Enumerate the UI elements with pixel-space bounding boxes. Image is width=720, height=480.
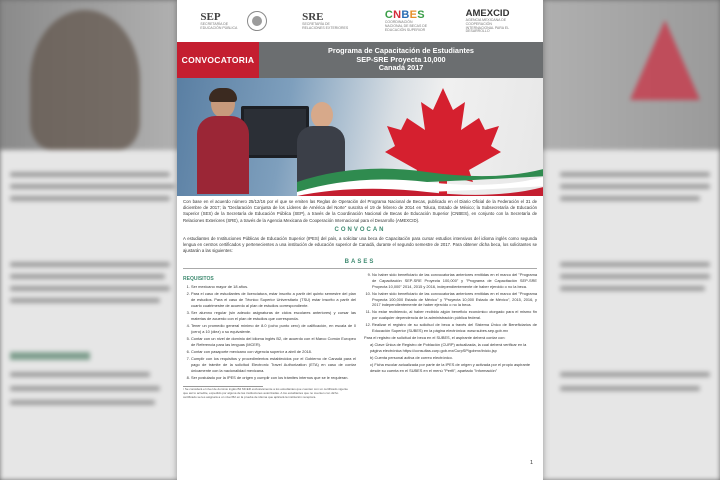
requisito-item: 4. Tener un promedio general mínimo de 8.0 (ocho punto cero) de calificación, en escala de 0 (cero) a 10 (diez) o su equivalente. (191, 323, 356, 335)
call-paragraph: A estudiantes de Instituciones Públicas de Educación Superior (IPES) del país, a solicitar una beca de Capacitación para cursar estudios intensivos del idioma inglés como segunda lengua en centros certificados y pertenecientes a una institución de educación superior de Canadá, durante el segundo semestre de 2017. Para obtener dicha beca, los solicitantes se ajustarán a las siguientes: (183, 235, 537, 253)
sep-logo-mark: SEP (200, 10, 221, 23)
amexcid-logo-mark: AMEXCID (465, 7, 510, 19)
cnbes-letter-e: E (409, 9, 418, 22)
requisitos-heading: REQUISITOS (183, 275, 214, 282)
bases-heading: BASES (183, 258, 537, 269)
background-line (560, 386, 700, 391)
intro-paragraph: Con base en el acuerdo número 25/12/16 por el que se emiten las Reglas de Operación del Programa Nacional de Becas, publicado en el Diario Oficial de la Federación el 31 de diciembre de 2017; la "Declaración Conjunta de los Líderes de América del Norte" suscrita el 19 de febrero de 2014 en Toluca, Estado de México; la Subsecretaría de Educación Superior (SES) de la Secretaría de Educación Pública (SEP), a través de la Coordinación Nacional de Becas de Educación Superior (CNBES), en conjunto con la Secretaría de Relaciones Exteriores (SRE), a través de la Agencia Mexicana de Cooperación Internacional para el Desarrollo (AMEXCID). (183, 199, 537, 223)
background-line (560, 262, 710, 267)
amexcid-logo (466, 8, 520, 34)
cnbes-letter-s: S (417, 9, 425, 22)
subes-intro: Para el registro de solicitud de beca en el SUBES, el aspirante deberá contar con: (364, 335, 506, 341)
background-line (560, 196, 700, 201)
background-title-blur (10, 352, 90, 360)
student-figure-left (197, 90, 249, 196)
requisito-item: 7. Cumplir con los requisitos y procedimientos establecidos por el Gobierno de Canadá para el pago de trámite de la solicitud Electronic Travel Authorization (ETA) en caso de contar únicamente con la nacionalidad mexicana. (191, 356, 356, 374)
background-line (10, 372, 150, 377)
sre-logo-subtitle: SECRETARÍA DE RELACIONES EXTERIORES (302, 21, 349, 30)
program-title (259, 42, 543, 78)
requisito-item: 12. Realizar el registro de su solicitud de beca a través del Sistema Único de Beneficiarios de Educación Superior (SUBES) en la página electrónica: www.subes.sep.gob.mx (372, 322, 537, 334)
background-line (560, 184, 710, 189)
intro-section (177, 196, 543, 269)
background-line (10, 298, 160, 303)
background-line (560, 172, 710, 177)
subes-item: b) Cuenta personal activa de correo electrónico. (370, 354, 453, 360)
sep-logo (200, 11, 267, 31)
subes-item: a) Clave Única de Registro de Población (CURP) actualizada, la cual deberá verificar en la página electrónica https://consultas.curp.gob.mx/CurpSP/gobmx/inicio.jsp (370, 342, 527, 353)
cnbes-letter-b: B (401, 9, 410, 22)
requisito-item: 5. Contar con un nivel de dominio del idioma inglés B2, de acuerdo con el Marco Común Europeo de Referencia para las lenguas (MCER). (191, 336, 356, 348)
background-line (560, 372, 710, 377)
requisito-item: 11. No estar recibiendo, al haber recibido algún beneficio económico otorgado para el mismo fin por cualquier dependencia de la administración pública federal. (372, 309, 537, 321)
page-number: 1 (529, 460, 533, 466)
cnbes-letter-n: N (393, 9, 402, 22)
cnbes-letter-c: C (384, 9, 394, 22)
requisitos-list-continued (364, 272, 537, 334)
program-title-line3: Canadá 2017 (378, 63, 424, 73)
mexico-seal-icon (247, 11, 267, 31)
background-line (10, 400, 155, 405)
background-line (10, 196, 170, 201)
background-person-blur (30, 10, 140, 150)
background-line (10, 262, 170, 267)
sre-logo (302, 12, 350, 31)
requisito-item: 8. Ser postulado por la IPES de origen y cumplir con los trámites internos que se le requieran. (191, 375, 356, 381)
subes-item: c) Ficha escolar actualizada por parte de la IPES de origen y activada por el propio aspirante desde su cuenta en el SUBES en el menú "Perfil", apartado "Información" (370, 361, 531, 373)
background-line (560, 286, 705, 291)
requisito-item: 10. No haber sido beneficiario de las convocatorias anteriores emitidas en el marco del "Programa Proyecta 100,000 Estado de México" y "Proyecta 10,000 Estado de México", 2015, 2016, y 2017 independientemente de haber ejercido o no la beca. (372, 291, 537, 309)
requisitos-list (183, 284, 356, 380)
mexico-flag-ribbon-icon (297, 162, 543, 196)
background-line (10, 386, 160, 391)
background-line (10, 172, 170, 177)
sre-logo-mark: SRE (302, 10, 324, 23)
document-page[interactable] (177, 0, 543, 480)
requisito-item: 9. No haber sido beneficiario de las convocatorias anteriores emitidas en el marco del "Programa de Capacitación SEP-SRE Proyecta 100,000" y "Programa de Capacitación SEP-SRE Proyecta 10,000" 2014, 2015 y 2016, independientemente de haber ejercido o no la beca. (372, 272, 537, 290)
program-title-line2: SEP-SRE Proyecta 10,000 (356, 54, 446, 64)
program-title-line1: Programa de Capacitación de Estudiantes (328, 45, 474, 55)
requisito-item: 2. Para el caso de estudiantes de licenciatura, estar inscrito a partir del quinto semestre del plan de estudios. Para el caso de Técnico Superior Universitario (TSU) estar inscrito a partir del cuarto cuatrimestre de acuerdo al plan de estudios correspondiente. (191, 291, 356, 309)
background-line (560, 274, 710, 279)
background-line (10, 286, 170, 291)
bases-columns (177, 270, 543, 382)
convocan-heading: CONVOCAN (334, 226, 386, 233)
background-leaf-blur (630, 20, 700, 100)
left-column (183, 272, 356, 382)
hero-photo (177, 78, 543, 196)
amexcid-logo-subtitle: AGENCIA MEXICANA DE COOPERACIÓN INTERNACIONAL PARA EL DESARROLLO (465, 17, 510, 34)
footnote: ¹ Se considerá el nivel de dominio inglés B2 MCER exclusivamente a los estudiantes que cuenten con un certificado vigente que así lo acredite, expedido por alguna de las instituciones autorizadas. A los estudiantes que no cuenten con dicho certificado se les asignará a un nivel B2 en la prueba de idioma que aplicará la institución receptora. (183, 386, 348, 399)
cnbes-logo (385, 9, 431, 33)
cnbes-logo-subtitle: COORDINACIÓN NACIONAL DE BECAS DE EDUCACIÓN SUPERIOR (384, 20, 428, 32)
logo-bar (177, 0, 543, 42)
requisito-item: 6. Contar con pasaporte mexicano con vigencia superior a abril de 2018. (191, 349, 356, 355)
sep-logo-subtitle: SECRETARÍA DE EDUCACIÓN PÚBLICA (200, 21, 238, 30)
header-band (177, 42, 543, 78)
convocatoria-label: CONVOCATORIA (177, 42, 259, 78)
subes-list (364, 342, 537, 373)
requisito-item: 1. Ser mexicano mayor de 18 años. (191, 284, 356, 290)
background-line (10, 274, 165, 279)
right-column (364, 272, 537, 382)
requisito-item: 3. Ser alumno regular (sin adeudo asignaturas de ciclos escolares anteriores) y cursar las materias de acuerdo con el plan de estudios que corresponda. (191, 310, 356, 322)
background-line (10, 184, 175, 189)
